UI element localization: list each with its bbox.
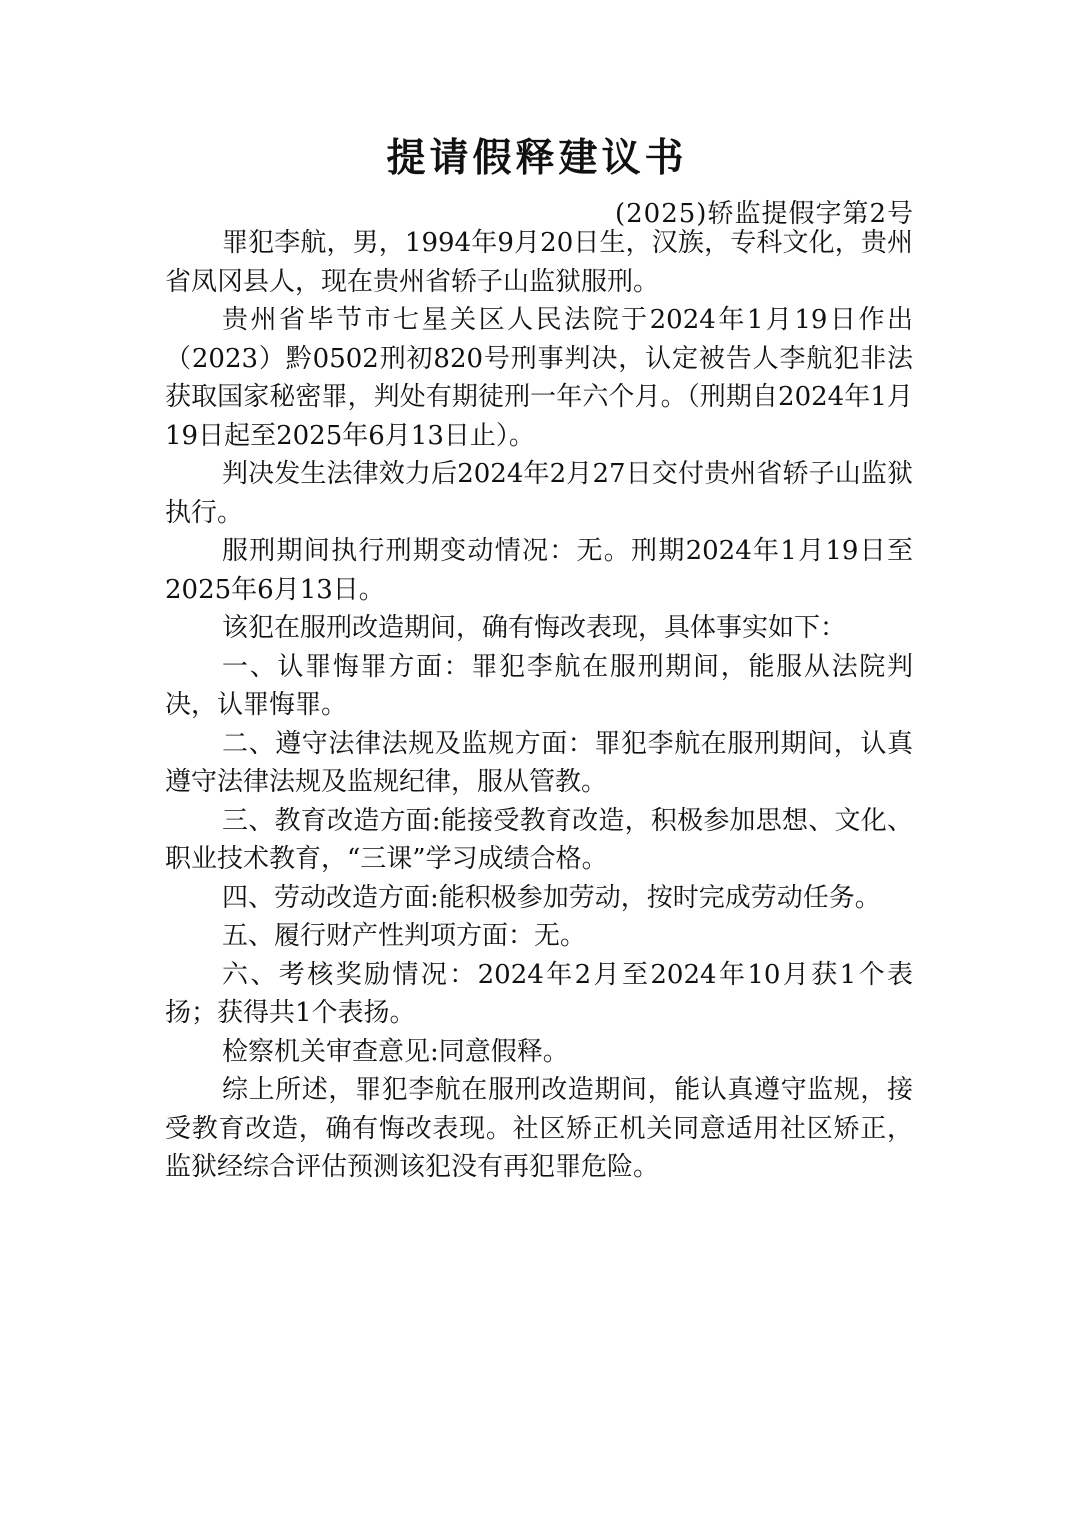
paragraph-sentence-change: 服刑期间执行刑期变动情况：无。刑期2024年1月19日至2025年6月13日。	[165, 536, 913, 605]
paragraph-education: 三、教育改造方面:能接受教育改造，积极参加思想、文化、职业技术教育，“三课”学习成绩合格。	[165, 805, 913, 874]
paragraph-labor: 四、劳动改造方面:能积极参加劳动，按时完成劳动任务。	[222, 882, 881, 913]
paragraph-property: 五、履行财产性判项方面：无。	[222, 921, 587, 951]
paragraph-law-compliance: 二、遵守法律法规及监规方面：罪犯李航在服刑期间，认真遵守法律法规及监规纪律，服从管教。	[165, 728, 913, 797]
paragraph-delivery: 判决发生法律效力后2024年2月27日交付贵州省轿子山监狱执行。	[165, 459, 913, 528]
paragraph-judgment: 贵州省毕节市七星关区人民法院于2024年1月19日作出（2023）黔0502刑初820号刑事判决，认定被告人李航犯非法获取国家秘密罪，判处有期徒刑一年六个月。（刑期自2024年1月19日起至2025年6月13日止）。	[165, 305, 913, 451]
paragraph-rewards: 六、考核奖励情况：2024年2月至2024年10月获1个表扬；获得共1个表扬。	[165, 959, 913, 1028]
paragraph-conclusion: 综上所述，罪犯李航在服刑改造期间，能认真遵守监规，接受教育改造，确有悔改表现。社区矫正机关同意适用社区矫正，监狱经综合评估预测该犯没有再犯罪危险。	[165, 1075, 913, 1182]
document-number: (2025)轿监提假字第2号	[615, 199, 914, 229]
paragraph-repentance: 一、认罪悔罪方面：罪犯李航在服刑期间，能服从法院判决，认罪悔罪。	[165, 651, 913, 720]
paragraph-facts-intro: 该犯在服刑改造期间，确有悔改表现，具体事实如下：	[222, 613, 847, 643]
document-body	[165, 224, 913, 1187]
document-title: 提请假释建议书	[386, 135, 688, 181]
paragraph-procuratorate-opinion: 检察机关审查意见:同意假释。	[222, 1036, 569, 1067]
paragraph-criminal-info: 罪犯李航，男，1994年9月20日生，汉族，专科文化，贵州省凤冈县人，现在贵州省轿子山监狱服刑。	[165, 228, 913, 297]
